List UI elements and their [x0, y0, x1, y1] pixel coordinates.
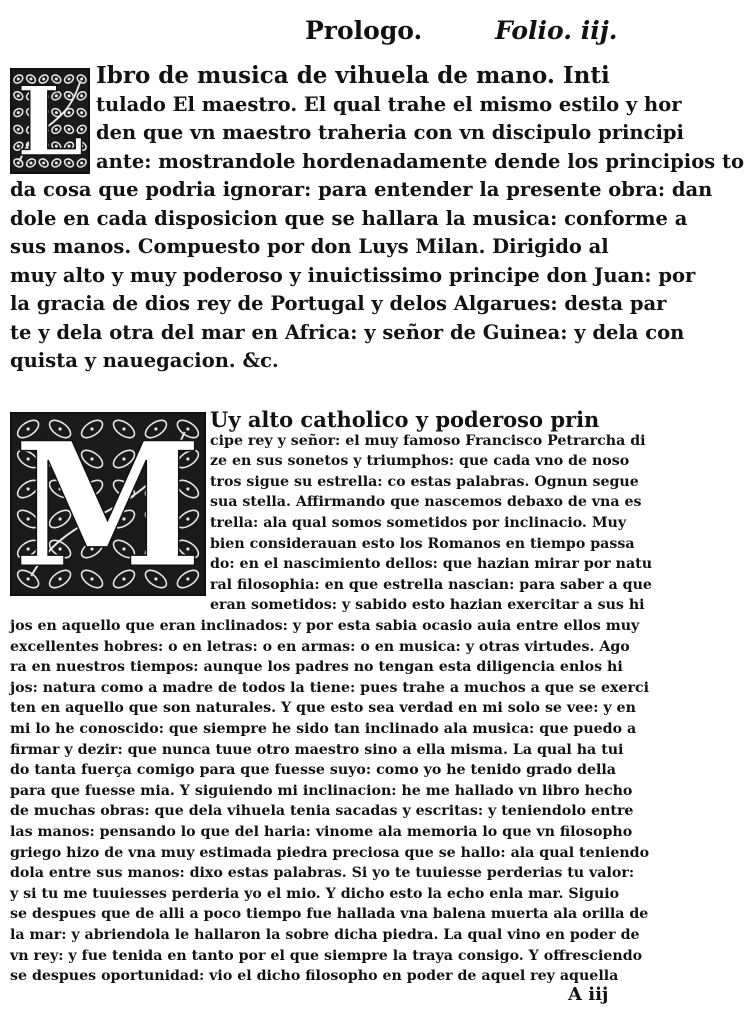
text-line: se despues que de alli a poco tiempo fue hallada vna balena muerta ala orilla de: [10, 906, 649, 923]
initial-letter: L: [16, 65, 84, 179]
text-line: dola entre sus manos: dixo estas palabras. Si yo te tuuiesse perderias tu valor:: [10, 865, 635, 882]
text-line: Uy alto catholico y poderoso prin: [210, 407, 600, 432]
floral-ornament-icon: [12, 405, 204, 607]
text-line: se despues oportunidad: vio el dicho filosopho en poder de aquel rey aquella: [10, 968, 619, 985]
text-line: ten en aquello que son naturales. Y que esto sea verdad en mi solo se vee: y en: [10, 700, 636, 717]
text-line: do tanta fuerça comigo para que fuesse suyo: como yo he tenido grado della: [10, 762, 616, 779]
text-line: bien considerauan esto los Romanos en tiempo passa: [210, 535, 635, 552]
text-line: ra en nuestros tiempos: aunque los padres no tengan esta diligencia enlos hi: [10, 659, 623, 676]
text-line: firmar y dezir: que nunca tuue otro maestro sino a ella misma. La qual ha tui: [10, 741, 624, 758]
text-line: muy alto y muy poderoso y inuictissimo principe don Juan: por: [10, 263, 696, 287]
text-line: te y dela otra del mar en Africa: y señor de Guinea: y dela con: [10, 320, 685, 344]
text-line: excellentes hobres: o en letras: o en armas: o en musica: y otras virtudes. Ago: [10, 638, 630, 655]
text-line: vn rey: y fue tenida en tanto por el que siempre la traya consigo. Y offresciendo: [10, 947, 643, 964]
text-line: dole en cada disposicion que se hallara la musica: conforme a: [10, 206, 688, 230]
floral-ornament-icon: [12, 65, 88, 179]
decorated-initial-l: [10, 65, 90, 179]
folio-number: Folio. iij.: [495, 16, 618, 45]
prologue-block: [10, 405, 658, 985]
text-line: eran sometidos: y sabido esto hazian exercitar a sus hi: [210, 597, 645, 614]
text-line: sus manos. Compuesto por don Luys Milan. Dirigido al: [10, 235, 609, 258]
text-line: para que fuesse mia. Y siguiendo mi inclinacion: he me hallado vn libro hecho: [10, 782, 633, 799]
text-line: las manos: pensando lo que del haria: vinome ala memoria lo que vn filosopho: [10, 824, 633, 840]
catchword: A iij: [568, 984, 609, 1005]
text-line: jos en aquello que eran inclinados: y por esta sabia ocasio auia entre ellos muy: [10, 618, 640, 634]
text-line: de muchas obras: que dela vihuela tenia sacadas y escritas: y teniendolo entre: [10, 803, 634, 820]
initial-letter: M: [13, 405, 203, 607]
text-line: ral filosophia: en que estrella nascian: para saber a que: [210, 576, 652, 593]
text-line: quista y nauegacion. &c.: [10, 349, 279, 372]
text-line: ze en sus sonetos y triumphos: que cada vno de noso: [210, 453, 630, 470]
text-line: tulado El maestro. El qual trahe el mismo estilo y hor: [96, 92, 682, 116]
text-line: den que vn maestro traheria con vn discipulo principi: [96, 121, 684, 144]
page-header: [0, 16, 678, 50]
text-line: jos: natura como a madre de todos la tiene: pues trahe a muchos a que se exerci: [10, 679, 649, 696]
text-line: da cosa que podria ignorar: para entender la presente obra: dan: [10, 178, 713, 201]
text-line: y si tu me tuuiesses perderia yo el mio. Y dicho esto la echo enla mar. Siguio: [10, 885, 620, 902]
text-line: sua stella. Affirmando que nascemos debaxo de vna es: [210, 494, 642, 511]
text-line: griego hizo de vna muy estimada piedra preciosa que se hallo: ala qual teniendo: [10, 844, 650, 861]
text-line: mi lo he conoscido: que siempre he sido tan inclinado ala musica: que puedo a: [10, 721, 637, 737]
running-title: Prologo.: [305, 16, 423, 45]
text-line: la mar: y abriendola le hallaron la sobre dicha piedra. La qual vino en poder de: [10, 927, 640, 943]
text-line: la gracia de dios rey de Portugal y delos Algarues: desta par: [10, 292, 667, 315]
text-line: ante: mostrandole hordenadamente dende los principios to: [96, 149, 744, 173]
text-line: tros sigue su estrella: co estas palabras. Ognun segue: [210, 473, 639, 490]
text-line: Ibro de musica de vihuela de mano. Inti: [96, 62, 610, 89]
text-line: trella: ala qual somos sometidos por inclinacio. Muy: [210, 515, 627, 531]
text-line: cipe rey y señor: el muy famoso Francisco Petrarcha di: [210, 432, 646, 449]
title-block: [10, 62, 744, 382]
text-line: do: en el nascimiento dellos: que hazian mirar por natu: [210, 556, 653, 573]
decorated-initial-m: [10, 405, 206, 607]
